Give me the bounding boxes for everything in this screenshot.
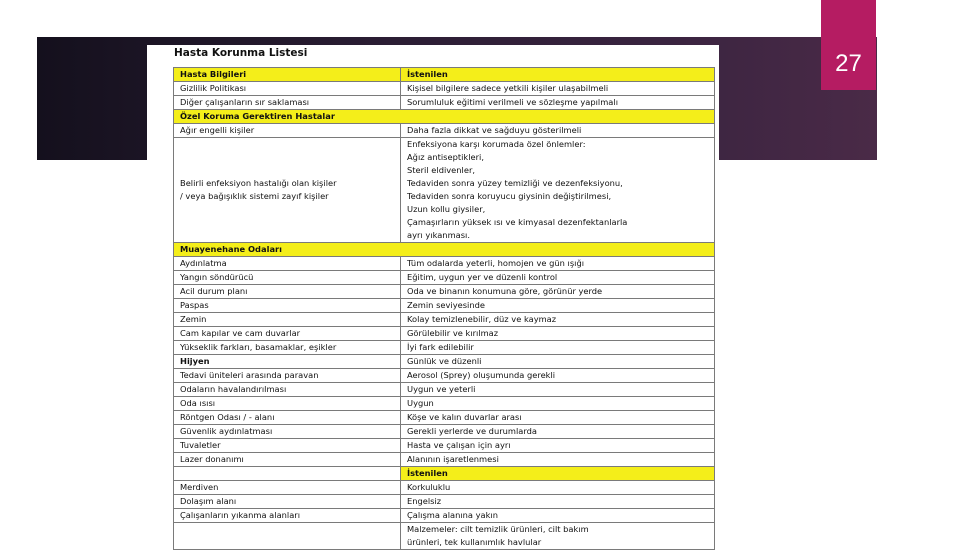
- table-cell: Korkuluklu: [401, 481, 715, 495]
- table-row: [174, 355, 715, 369]
- table-cell: Zemin: [174, 313, 401, 327]
- table-row: [174, 397, 715, 411]
- table-cell: Köşe ve kalın duvarlar arası: [401, 411, 715, 425]
- table-row: [174, 82, 715, 96]
- table-row: [174, 341, 715, 355]
- section-header-row: [174, 467, 715, 481]
- table-row: [174, 523, 715, 550]
- table-cell: [401, 138, 715, 243]
- table-cell: Güvenlik aydınlatması: [174, 425, 401, 439]
- table-cell: Acil durum planı: [174, 285, 401, 299]
- cell-line: Tedaviden sonra koruyucu giysinin değiştirilmesi,: [407, 191, 612, 201]
- table-cell: Yangın söndürücü: [174, 271, 401, 285]
- table-cell: Zemin seviyesinde: [401, 299, 715, 313]
- table-row: [174, 439, 715, 453]
- table-cell: Cam kapılar ve cam duvarlar: [174, 327, 401, 341]
- protection-table: [173, 67, 715, 550]
- cell-line: Enfeksiyona karşı korumada özel önlemler:: [407, 139, 586, 149]
- table-cell: Aerosol (Sprey) oluşumunda gerekli: [401, 369, 715, 383]
- table-cell: Aydınlatma: [174, 257, 401, 271]
- table-cell: İyi fark edilebilir: [401, 341, 715, 355]
- table-cell: Diğer çalışanların sır saklaması: [174, 96, 401, 110]
- slide-number-badge: [821, 0, 876, 90]
- table-row: [174, 453, 715, 467]
- table-header-row: [174, 68, 715, 82]
- table-row: [174, 383, 715, 397]
- table-cell: Çalışanların yıkanma alanları: [174, 509, 401, 523]
- table-row: [174, 509, 715, 523]
- table-row: [174, 411, 715, 425]
- table-row: [174, 96, 715, 110]
- table-cell: Röntgen Odası / - alanı: [174, 411, 401, 425]
- cell-line: ürünleri, tek kullanımlık havlular: [407, 537, 542, 547]
- table-cell: Odaların havalandırılması: [174, 383, 401, 397]
- table-row: [174, 124, 715, 138]
- table-cell: Engelsiz: [401, 495, 715, 509]
- table-row: [174, 327, 715, 341]
- table-cell-empty: [174, 523, 401, 550]
- cell-line: Belirli enfeksiyon hastalığı olan kişiler: [180, 178, 337, 188]
- table-cell: Görülebilir ve kırılmaz: [401, 327, 715, 341]
- slide-number: 27: [835, 50, 862, 77]
- table-row: [174, 299, 715, 313]
- table-cell: Merdiven: [174, 481, 401, 495]
- table-cell: Uygun: [401, 397, 715, 411]
- table-row: [174, 369, 715, 383]
- table-cell: Eğitim, uygun yer ve düzenli kontrol: [401, 271, 715, 285]
- table-row: [174, 425, 715, 439]
- table-cell: Oda ısısı: [174, 397, 401, 411]
- section-title: İstenilen: [401, 467, 715, 481]
- section-title: Özel Koruma Gerektiren Hastalar: [174, 110, 715, 124]
- table-cell: Ağır engelli kişiler: [174, 124, 401, 138]
- table-cell: [401, 523, 715, 550]
- table-cell: [174, 138, 401, 243]
- table-cell: Çalışma alanına yakın: [401, 509, 715, 523]
- table-cell: Hasta ve çalışan için ayrı: [401, 439, 715, 453]
- table-row: [174, 257, 715, 271]
- cell-line: / veya bağışıklık sistemi zayıf kişiler: [180, 191, 329, 201]
- table-cell: Kişisel bilgilere sadece yetkili kişiler ulaşabilmeli: [401, 82, 715, 96]
- table-cell: Gerekli yerlerde ve durumlarda: [401, 425, 715, 439]
- table-cell: Uygun ve yeterli: [401, 383, 715, 397]
- table-row: [174, 138, 715, 243]
- section-header-row: [174, 110, 715, 124]
- table-cell: Alanının işaretlenmesi: [401, 453, 715, 467]
- cell-line: Uzun kollu giysiler,: [407, 204, 486, 214]
- cell-line: Steril eldivenler,: [407, 165, 475, 175]
- table-cell: Tuvaletler: [174, 439, 401, 453]
- document-sheet: [147, 45, 719, 547]
- table-cell: Dolaşım alanı: [174, 495, 401, 509]
- table-row: [174, 313, 715, 327]
- table-cell: Günlük ve düzenli: [401, 355, 715, 369]
- table-cell: Tüm odalarda yeterli, homojen ve gün ışığı: [401, 257, 715, 271]
- table-row: [174, 285, 715, 299]
- table-row: [174, 481, 715, 495]
- table-cell: Sorumluluk eğitimi verilmeli ve sözleşme yapılmalı: [401, 96, 715, 110]
- table-cell: Daha fazla dikkat ve sağduyu gösterilmeli: [401, 124, 715, 138]
- table-cell-empty: [174, 467, 401, 481]
- section-title: Muayenehane Odaları: [174, 243, 715, 257]
- table-cell: Tedavi üniteleri arasında paravan: [174, 369, 401, 383]
- table-row: [174, 495, 715, 509]
- cell-line: Tedaviden sonra yüzey temizliği ve dezenfeksiyonu,: [407, 178, 623, 188]
- table-cell: Paspas: [174, 299, 401, 313]
- table-cell: İstenilen: [401, 68, 715, 82]
- table-cell: Lazer donanımı: [174, 453, 401, 467]
- table-cell: Yükseklik farkları, basamaklar, eşikler: [174, 341, 401, 355]
- table-cell: Hijyen: [174, 355, 401, 369]
- document-title: Hasta Korunma Listesi: [174, 47, 308, 59]
- table-cell: Gizlilik Politikası: [174, 82, 401, 96]
- section-header-row: [174, 243, 715, 257]
- table-row: [174, 271, 715, 285]
- cell-line: Ağız antiseptikleri,: [407, 152, 484, 162]
- cell-line: Malzemeler: cilt temizlik ürünleri, cilt bakım: [407, 524, 589, 534]
- table-cell: Kolay temizlenebilir, düz ve kaymaz: [401, 313, 715, 327]
- table-cell: Hasta Bilgileri: [174, 68, 401, 82]
- cell-line: Çamaşırların yüksek ısı ve kimyasal dezenfektanlarla: [407, 217, 628, 227]
- cell-line: ayrı yıkanması.: [407, 230, 470, 240]
- table-cell: Oda ve binanın konumuna göre, görünür yerde: [401, 285, 715, 299]
